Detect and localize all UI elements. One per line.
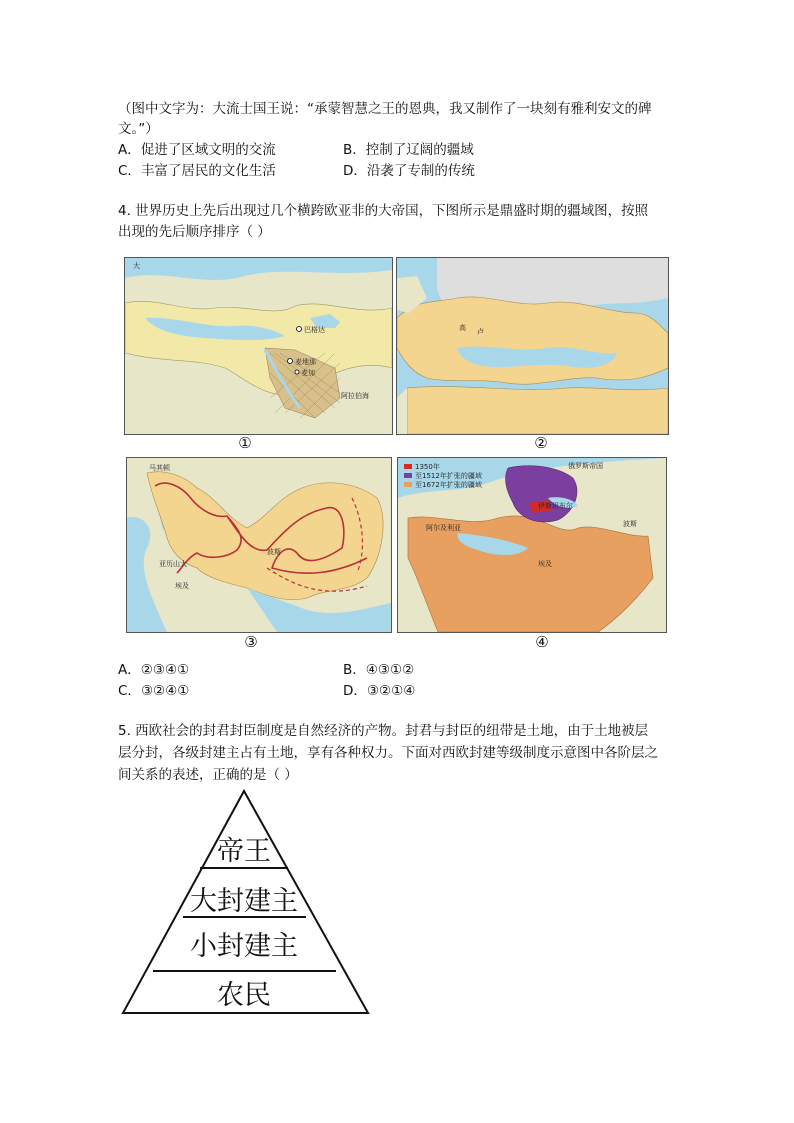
map4-label-algeria: 阿尔及利亚 xyxy=(426,524,461,532)
option-letter: D． xyxy=(343,163,367,179)
map3-label-persia: 波斯 xyxy=(267,548,281,556)
map2-label-lu: 卢 xyxy=(477,328,484,336)
q5-stem-line2: 层分封，各级封建主占有土地，享有各种权力。下面对西欧封建等级制度示意图中各阶层之 xyxy=(118,745,658,761)
map-arab-empire xyxy=(124,257,393,435)
map-alexander-empire xyxy=(126,457,392,633)
map-arab-empire-graphic xyxy=(125,258,392,434)
q4-stem-line1: 4. 世界历史上先后出现过几个横跨欧亚非的大帝国，下图所示是鼎盛时期的疆域图，按照 xyxy=(118,203,649,219)
map4-label-istanbul: 伊斯坦布尔 xyxy=(538,502,573,510)
pyramid-level-lesser-lords: 小封建主 xyxy=(190,931,298,962)
map3-label-macedonia: 马其顿 xyxy=(149,464,170,472)
map-alexander-empire-graphic xyxy=(127,458,391,632)
map-roman-empire xyxy=(396,257,669,435)
map-ottoman-empire-graphic xyxy=(398,458,666,632)
q3-option-a xyxy=(118,140,276,160)
option-letter: D． xyxy=(343,683,367,699)
feudal-pyramid-diagram xyxy=(118,786,376,1018)
q5-stem-line3: 间关系的表述，正确的是（ ） xyxy=(118,767,298,783)
map4-legend-1350: 1350年 xyxy=(415,463,440,471)
map-roman-empire-graphic xyxy=(397,258,668,434)
q4-option-b xyxy=(343,660,414,680)
map1-label-baghdad: 巴格达 xyxy=(304,326,325,334)
q3-option-d xyxy=(343,161,475,181)
map2-label-gao: 高 xyxy=(459,324,466,332)
map2-caption: ② xyxy=(534,434,548,452)
pyramid-level-emperor: 帝王 xyxy=(217,836,271,867)
map4-label-persia: 波斯 xyxy=(623,520,637,528)
pyramid-level-great-lords: 大封建主 xyxy=(190,886,298,917)
map4-label-egypt: 埃及 xyxy=(538,560,552,568)
q3-caption-line2: 文。”） xyxy=(118,121,159,137)
option-letter: C． xyxy=(118,683,141,699)
option-text: 促进了区域文明的交流 xyxy=(140,142,276,158)
option-text: 沿袭了专制的传统 xyxy=(366,163,475,179)
q3-caption-line1: （图中文字为：大流士国王说：“承蒙智慧之王的恩典，我又制作了一块刻有雅利安文的碑 xyxy=(118,101,652,117)
option-letter: B． xyxy=(343,662,366,678)
map-ottoman-empire xyxy=(397,457,667,633)
map3-label-alexandria: 亚历山大 xyxy=(159,560,187,568)
option-text: ③②④① xyxy=(140,683,190,699)
option-text: ④③①② xyxy=(365,662,415,678)
q4-stem-line2: 出现的先后顺序排序（ ） xyxy=(118,224,271,240)
map3-label-egypt: 埃及 xyxy=(175,582,189,590)
q4-option-a xyxy=(118,660,189,680)
q3-option-c xyxy=(118,161,276,181)
pyramid-level-peasants: 农民 xyxy=(217,980,271,1011)
q3-option-b xyxy=(343,140,474,160)
map4-legend-1512: 至1512年扩张的疆域 xyxy=(415,472,482,480)
map1-label-medina: 麦地那 xyxy=(295,358,316,366)
map4-label-russia: 俄罗斯帝国 xyxy=(568,462,603,470)
map4-legend-1672: 至1672年扩张的疆域 xyxy=(415,481,482,489)
map3-caption: ③ xyxy=(244,633,258,651)
option-letter: A． xyxy=(118,662,141,678)
map1-label-mecca: 麦加 xyxy=(301,369,315,377)
q4-option-d xyxy=(343,681,415,701)
option-text: 丰富了居民的文化生活 xyxy=(140,163,276,179)
map1-label-arabian-sea: 阿拉伯海 xyxy=(341,392,369,400)
option-text: 控制了辽阔的疆域 xyxy=(365,142,474,158)
map1-label-da: 大 xyxy=(133,262,140,270)
q5-stem-line1: 5. 西欧社会的封君封臣制度是自然经济的产物。封君与封臣的纽带是土地，由于土地被层 xyxy=(118,723,649,739)
map4-caption: ④ xyxy=(535,633,549,651)
option-letter: C． xyxy=(118,163,141,179)
option-text: ②③④① xyxy=(140,662,190,678)
option-letter: B． xyxy=(343,142,366,158)
option-letter: A． xyxy=(118,142,141,158)
map1-caption: ① xyxy=(238,434,252,452)
option-text: ③②①④ xyxy=(366,683,416,699)
q4-option-c xyxy=(118,681,189,701)
